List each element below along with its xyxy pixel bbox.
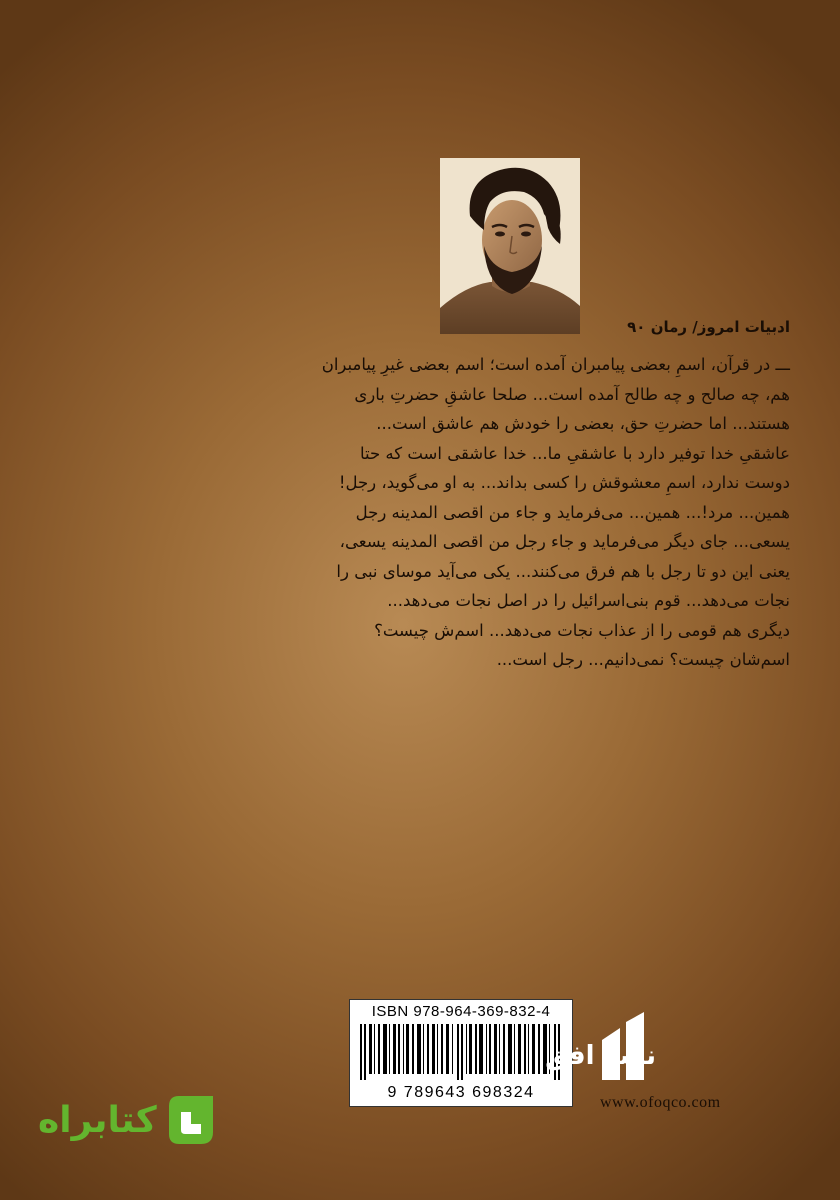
ofoq-publisher-logo xyxy=(545,1010,771,1082)
ketabrah-logo-icon xyxy=(163,1092,219,1148)
excerpt-line: همین... مرد!... همین... می‌فرماید و جاء من اقصی المدینه رجل xyxy=(355,502,790,522)
excerpt-line: نجات می‌دهد... قوم بنی‌اسرائیل را در اصل نجات می‌دهد... xyxy=(387,591,790,610)
publisher-logo xyxy=(545,1010,771,1086)
portrait-photo xyxy=(440,158,580,334)
isbn-barcode xyxy=(349,999,573,1107)
excerpt-line: یعنی این دو تا رجل با هم فرق می‌کنند... یکی می‌آید موسای نبی را xyxy=(336,561,790,581)
excerpt-line: عاشقیِ خدا توفیر دارد با عاشقیِ ما... خدا عاشقی است که حتا xyxy=(359,443,790,463)
barcode-digits: 9 789643 698324 xyxy=(387,1084,535,1101)
store-logo xyxy=(38,1092,219,1148)
author-photo xyxy=(440,158,580,334)
excerpt-line: اسم‌شان چیست؟ نمی‌دانیم... رجل است... xyxy=(496,650,790,669)
excerpt-line: دیگری هم قومی را از عذاب نجات می‌دهد... اسم‌ش چیست؟ xyxy=(374,620,790,640)
series-label: ادبیات امروز/ رمان ۹۰ xyxy=(627,318,790,336)
excerpt-line: یسعی... جای دیگر می‌فرماید و جاء رجل من اقصی المدینه یسعی، xyxy=(339,532,790,551)
barcode-icon xyxy=(358,1024,564,1080)
isbn-label: ISBN 978-964-369-832-4 xyxy=(371,1003,551,1020)
excerpt-line: ـــ در قرآن، اسمِ بعضی پیامبران آمده است؛ اسم بعضی غیرِ پیامبران xyxy=(321,355,790,374)
excerpt-text xyxy=(296,350,790,675)
excerpt-line: دوست ندارد، اسمِ معشوقش را کسی بداند... به او می‌گوید، رجل! xyxy=(338,473,790,492)
publisher-name: نشر افق xyxy=(545,1041,656,1071)
store-name: کتابراه xyxy=(38,1099,157,1141)
publisher-website[interactable]: www.ofoqco.com xyxy=(600,1094,721,1111)
excerpt-line: هم، چه صالح و چه طالح آمده است... صلحا عاشقِ حضرتِ باری xyxy=(354,384,790,404)
excerpt-line: هستند... اما حضرتِ حق، بعضی را خودش هم عاشق است... xyxy=(376,414,790,433)
